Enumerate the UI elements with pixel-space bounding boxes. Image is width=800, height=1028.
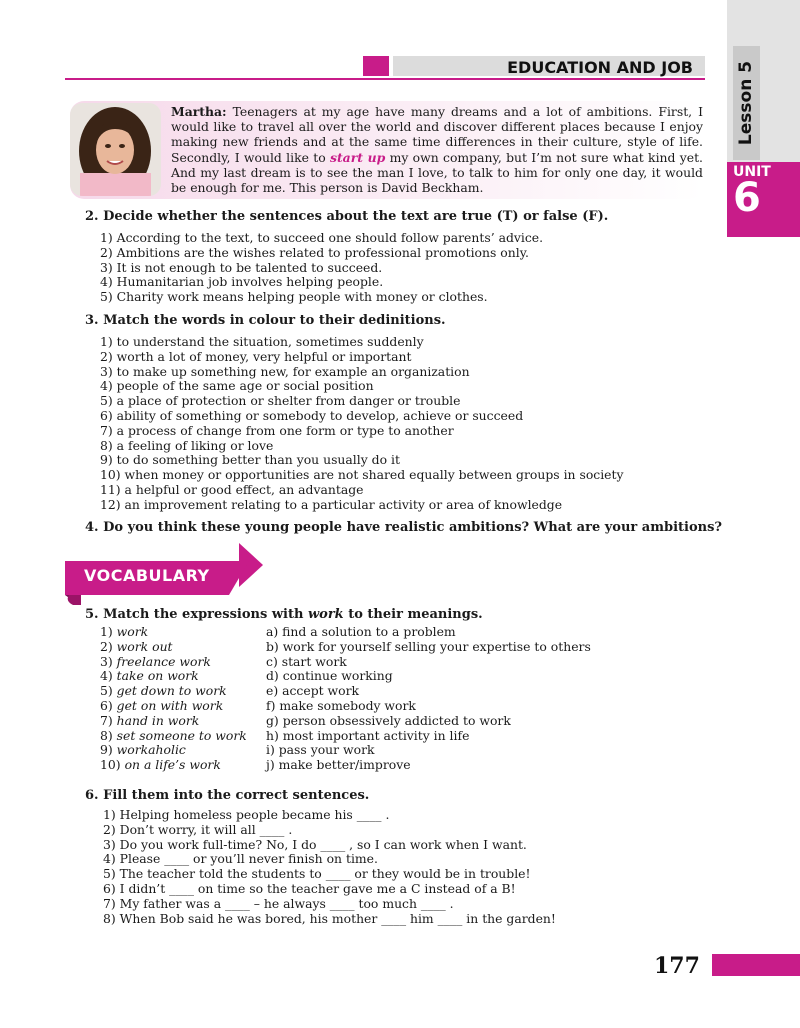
martha-text-part: Teenagers at my age have many dreams and a lot of ambitions. First, I would like to travel all over the world and discover different places because I enjoy making new friends and at the same time differences in their culture, style of life. Secondly, I would like to (171, 104, 703, 165)
list-item: 6) ability of something or somebody to develop, achieve or succeed (100, 407, 524, 423)
list-item: 7) a process of change from one form or type to another (100, 422, 454, 438)
list-item: 3) freelance work (100, 653, 211, 669)
speaker-name: Martha: (171, 104, 227, 119)
list-item: 3) Do you work full-time? No, I do ____ , so I can work when I want. (103, 836, 527, 852)
list-item: 1) Helping homeless people became his ____ . (103, 807, 390, 822)
exercise-3-list (100, 335, 624, 513)
martha-paragraph (171, 104, 703, 195)
list-item: 5) The teacher told the students to ____ or they would be in trouble! (103, 866, 531, 882)
page-number-bar (712, 954, 800, 976)
list-item: j) make better/improve (266, 757, 411, 773)
header-accent-square (363, 56, 389, 76)
lesson-label: Lesson 5 (736, 60, 757, 146)
exercise-2-list (100, 231, 543, 305)
highlight-word: start up (329, 149, 386, 165)
list-item: 8) When Bob said he was bored, his mother ____ him ____ in the garden! (103, 910, 556, 926)
unit-label: UNIT (733, 164, 771, 180)
list-item: f) make somebody work (266, 697, 416, 713)
list-item: 4) take on work (100, 668, 199, 684)
martha-photo (70, 103, 161, 196)
header-rule (65, 78, 705, 80)
list-item: 3) to make up something new, for example an organization (100, 363, 470, 379)
expressions-list (100, 625, 247, 773)
list-item: h) most important activity in life (266, 727, 470, 743)
exercise-6-title: 6. Fill them into the correct sentences. (85, 788, 370, 803)
list-item: 9) workaholic (100, 742, 186, 758)
list-item: 11) a helpful or good effect, an advantage (100, 481, 364, 497)
exercise-4-title: 4. Do you think these young people have realistic ambitions? What are your ambitions? (85, 520, 723, 535)
list-item: 10) on a life’s work (100, 757, 221, 773)
list-item: 6) get on with work (100, 697, 224, 713)
list-item: b) work for yourself selling your expertise to others (266, 638, 591, 654)
list-item: 1) to understand the situation, sometimes suddenly (100, 334, 424, 349)
list-item: g) person obsessively addicted to work (266, 712, 511, 728)
list-item: d) continue working (266, 668, 393, 684)
martha-text-part: my own company, but I’m not sure what kind yet. And my last dream is to see the man I love, to talk to him for only one day, it would be enough for me. This person is David Beckham. (171, 149, 703, 196)
list-item: 6) I didn’t ____ on time so the teacher gave me a C instead of a B! (103, 880, 516, 896)
list-item: a) find a solution to a problem (266, 624, 456, 639)
list-item: 5) get down to work (100, 683, 227, 699)
list-item: 8) set someone to work (100, 727, 247, 743)
list-item: 2) worth a lot of money, very helpful or important (100, 348, 412, 364)
meanings-list (266, 625, 591, 773)
list-item: 9) to do something better than you usually do it (100, 452, 400, 468)
list-item: 12) an improvement relating to a particular activity or area of knowledge (100, 496, 563, 512)
list-item: 5) Charity work means helping people with money or clothes. (100, 289, 488, 305)
list-item: c) start work (266, 653, 347, 669)
list-item: 5) a place of protection or shelter from danger or trouble (100, 393, 461, 409)
list-item: 4) people of the same age or social position (100, 378, 374, 394)
list-item: 2) work out (100, 638, 173, 654)
unit-number: 6 (733, 175, 761, 221)
exercise-3-title: 3. Match the words in colour to their dedinitions. (85, 313, 446, 328)
list-item: 1) According to the text, to succeed one should follow parents’ advice. (100, 230, 544, 245)
list-item: 10) when money or opportunities are not shared equally between groups in society (100, 467, 624, 483)
page-title: EDUCATION AND JOB (507, 58, 693, 77)
list-item: 7) hand in work (100, 712, 200, 728)
list-item: e) accept work (266, 683, 360, 699)
exercise-6-list (103, 808, 556, 926)
list-item: 2) Don’t worry, it will all ____ . (103, 821, 293, 837)
list-item: 4) Humanitarian job involves helping people. (100, 274, 384, 290)
list-item: i) pass your work (266, 742, 375, 758)
exercise-5-title: 5. Match the expressions with work to their meanings. (85, 607, 483, 622)
list-item: 1) work (100, 624, 149, 639)
vocabulary-label: VOCABULARY (84, 566, 210, 585)
list-item: 7) My father was a ____ – he always ____ too much ____ . (103, 895, 454, 911)
list-item: 2) Ambitions are the wishes related to professional promotions only. (100, 244, 529, 260)
page-number: 177 (654, 953, 700, 979)
list-item: 8) a feeling of liking or love (100, 437, 274, 453)
list-item: 3) It is not enough to be talented to succeed. (100, 259, 383, 275)
list-item: 4) Please ____ or you’ll never finish on time. (103, 851, 378, 867)
exercise-2-title: 2. Decide whether the sentences about the text are true (T) or false (F). (85, 209, 609, 224)
